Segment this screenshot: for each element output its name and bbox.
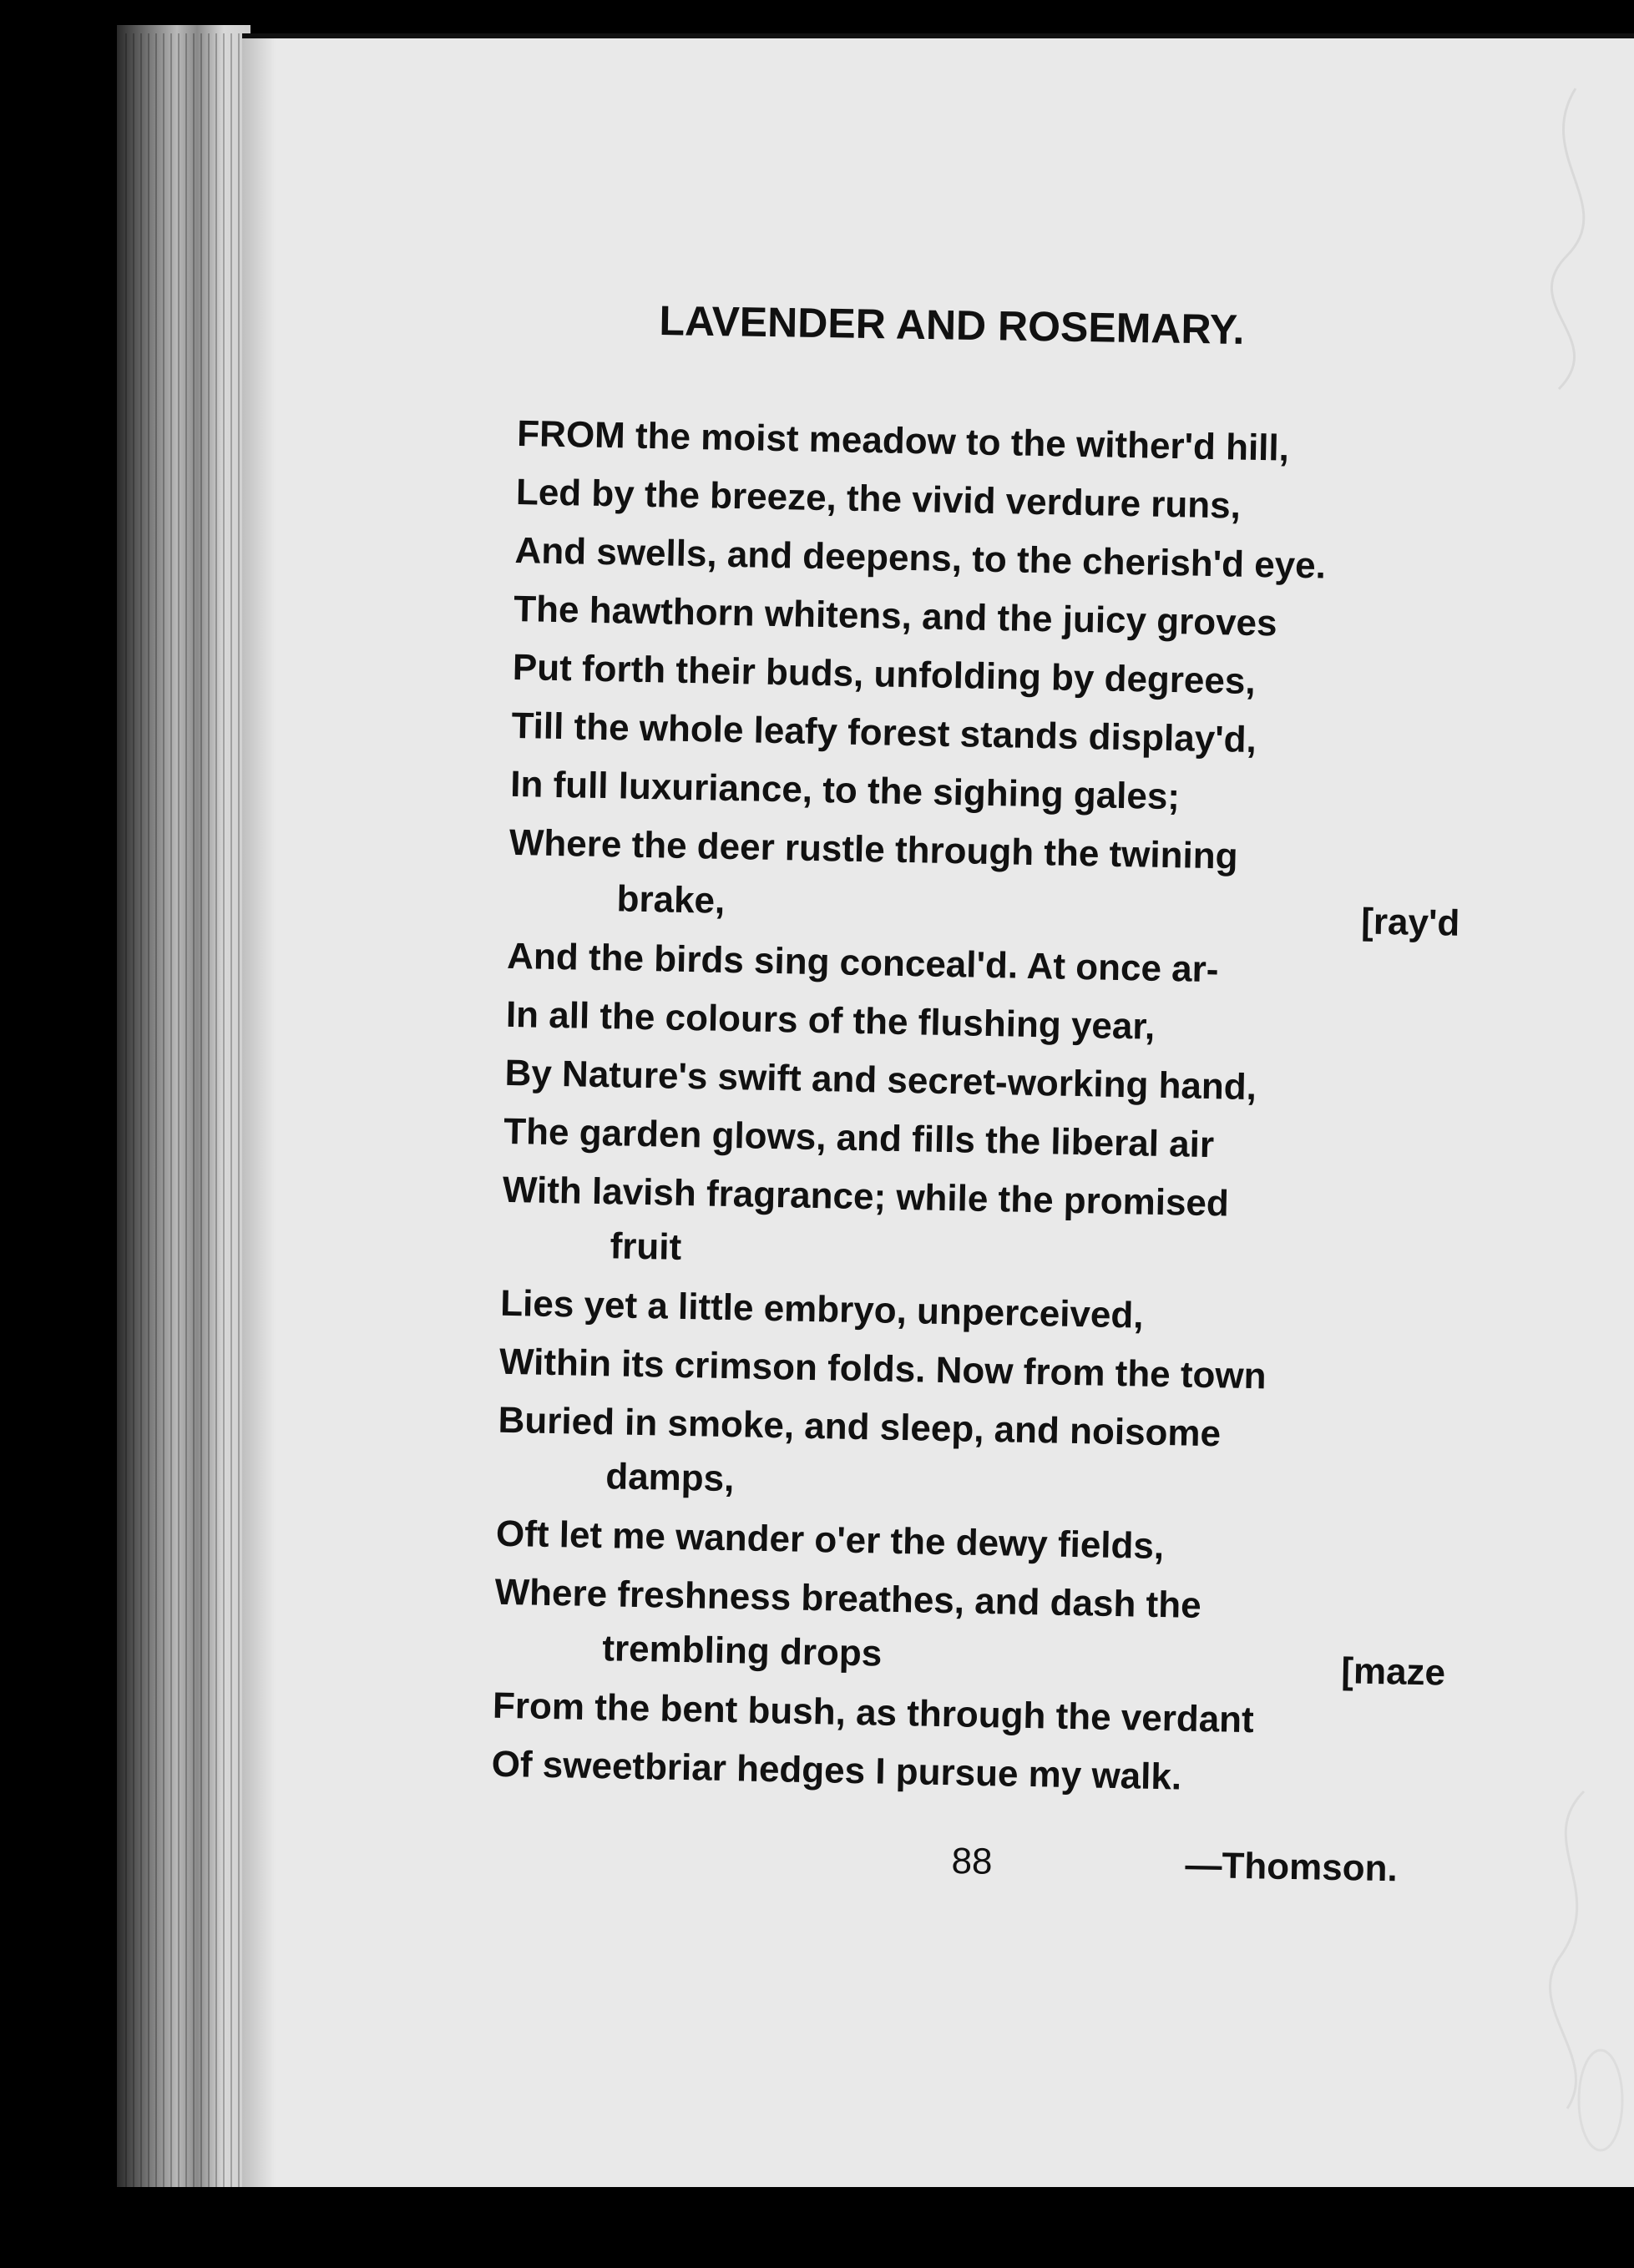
turnover-fragment: [maze	[1340, 1650, 1446, 1694]
poem-line: Lies yet a little embryo, unperceived,	[499, 1282, 1144, 1336]
poem-line-continuation: brake, [ray'd	[508, 872, 1460, 946]
poem-body	[491, 405, 1470, 1812]
poem-line: Till the whole leafy forest stands display'd,	[511, 705, 1257, 761]
poem-line: Where freshness breathes, and dash the	[494, 1571, 1202, 1626]
turnover-fragment: [ray'd	[1360, 901, 1460, 944]
page-number: 88	[951, 1841, 993, 1882]
poem-line: From the bent bush, as through the verdant	[492, 1685, 1255, 1741]
poem-line: Led by the breeze, the vivid verdure runs,	[515, 471, 1242, 527]
poem-line: In full luxuriance, to the sighing gales;	[509, 763, 1181, 818]
poem-line: The hawthorn whitens, and the juicy groves	[513, 588, 1277, 644]
poem-line: With lavish fragrance; while the promised	[502, 1169, 1230, 1225]
poem-line-continuation: damps,	[605, 1456, 735, 1500]
poem-line: Within its crimson folds. Now from the town	[498, 1341, 1267, 1397]
attribution: —Thomson.	[1185, 1844, 1399, 1890]
poem-line: Oft let me wander o'er the dewy fields,	[495, 1513, 1165, 1568]
poem-title: LAVENDER AND ROSEMARY.	[659, 296, 1245, 354]
poem-line: FROM the moist meadow to the wither'd hill,	[516, 412, 1290, 469]
poem-line: And swells, and deepens, to the cherish'd eye.	[514, 529, 1327, 587]
poem-line-continuation: fruit	[610, 1225, 682, 1268]
page-gutter-shadow	[242, 33, 276, 2187]
poem-line: Where the deer rustle through the twining	[508, 821, 1238, 877]
scan-border	[0, 2187, 1634, 2268]
poem-line: By Nature's swift and secret-working hand,	[504, 1052, 1257, 1109]
poem-line: Put forth their buds, unfolding by degrees,	[512, 646, 1257, 703]
poem-line: Buried in smoke, and sleep, and noisome	[498, 1399, 1222, 1455]
poem-line: And the birds sing conceal'd. At once ar-	[506, 935, 1219, 991]
poem-line: In all the colours of the flushing year,	[505, 993, 1156, 1048]
page-edges	[125, 33, 242, 2220]
poem-line: Of sweetbriar hedges I pursue my walk.	[491, 1743, 1182, 1798]
poem-line: The garden glows, and fills the liberal air	[503, 1110, 1215, 1166]
poem-line-continuation: trembling drops [maze	[493, 1622, 1446, 1695]
